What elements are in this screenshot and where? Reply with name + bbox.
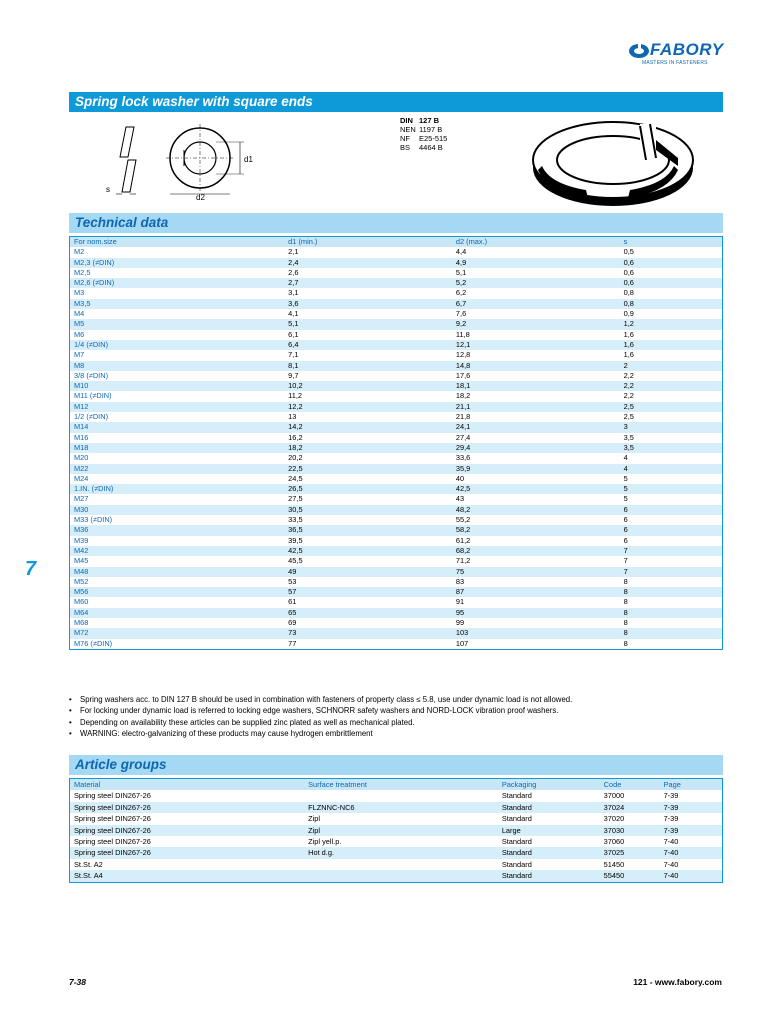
table-cell: 3,1 — [288, 288, 299, 298]
table-cell: 8 — [623, 617, 628, 627]
column-header: s — [620, 237, 723, 248]
table-cell: 7-40 — [660, 847, 723, 858]
brand-tagline: MASTERS IN FASTENERS — [642, 60, 708, 66]
table-cell: 4 — [620, 464, 723, 474]
table-cell: 2 — [620, 361, 723, 371]
table-cell: 4,1 — [288, 309, 299, 319]
table-cell: 33,5 — [288, 515, 303, 525]
table-row — [70, 525, 723, 535]
table-cell: M72 — [70, 628, 285, 638]
washer-drawing — [100, 122, 270, 202]
table-cell: 2,7 — [284, 278, 452, 288]
table-cell: 0,6 — [620, 258, 723, 268]
table-cell: 7-40 — [663, 837, 679, 847]
table-row — [70, 288, 723, 298]
table-cell: M3,5 — [70, 299, 285, 309]
table-cell: 5,1 — [284, 319, 452, 329]
table-row — [70, 505, 723, 515]
table-cell: 24,1 — [452, 422, 620, 432]
table-cell: 3 — [620, 422, 723, 432]
table-row — [70, 309, 723, 319]
table-cell: 37025 — [600, 847, 660, 858]
table-cell: 55,2 — [455, 515, 471, 525]
table-cell: 6 — [623, 535, 628, 545]
table-cell: 42,5 — [452, 484, 620, 494]
table-cell: 68,2 — [452, 546, 620, 556]
table-cell: 58,2 — [452, 525, 620, 535]
column-header: Surface treatment — [304, 779, 498, 791]
fabory-logo — [628, 40, 728, 70]
table-cell: 12,1 — [452, 340, 620, 350]
table-cell: 6,7 — [452, 299, 620, 309]
table-row — [70, 361, 723, 371]
table-row — [70, 350, 723, 360]
table-cell: 1/4 (≠DIN) — [70, 340, 285, 350]
table-cell: 7 — [623, 556, 628, 566]
table-row — [70, 870, 723, 882]
table-cell: 17,6 — [455, 370, 471, 380]
table-row — [70, 577, 723, 587]
table-cell: 61 — [288, 597, 297, 607]
table-cell: 0,8 — [620, 299, 723, 309]
table-cell — [304, 870, 498, 882]
table-cell: 8 — [623, 576, 628, 586]
table-cell: Standard — [501, 837, 532, 847]
table-cell: 7-39 — [660, 825, 723, 836]
table-cell: 2,1 — [288, 247, 299, 257]
table-cell: 40 — [455, 473, 465, 483]
table-cell: Standard — [501, 791, 532, 801]
table-cell: 6,4 — [284, 340, 452, 350]
table-row — [70, 597, 723, 607]
table-cell: 6,1 — [288, 329, 299, 339]
table-cell: 5 — [620, 484, 723, 494]
table-cell: 71,2 — [455, 556, 471, 566]
table-cell: M36 — [70, 525, 285, 535]
table-cell: 53 — [288, 576, 297, 586]
table-cell: 20,2 — [288, 453, 303, 463]
table-cell: 11,8 — [455, 329, 470, 339]
table-cell — [304, 859, 498, 870]
table-cell: 95 — [452, 608, 620, 618]
table-cell: 1,6 — [623, 350, 634, 360]
table-cell: M60 — [74, 597, 89, 607]
table-row — [70, 402, 723, 412]
table-cell: 1,2 — [620, 319, 723, 329]
table-cell: M2,3 (≠DIN) — [70, 258, 285, 268]
table-cell: 12,8 — [455, 350, 471, 360]
table-cell: 33,6 — [455, 453, 471, 463]
table-row — [70, 618, 723, 628]
table-cell: 16,2 — [288, 432, 303, 442]
table-cell: M45 — [74, 556, 89, 566]
table-cell: 55450 — [600, 870, 660, 882]
table-cell: 43 — [455, 494, 465, 504]
table-cell: 4,4 — [455, 247, 467, 257]
d2-dimension-label: d2 — [196, 193, 205, 202]
table-row — [70, 381, 723, 391]
table-cell: Standard — [498, 802, 600, 813]
table-row — [70, 391, 723, 401]
table-cell: 107 — [455, 638, 469, 648]
table-cell: M2,6 (≠DIN) — [70, 278, 285, 288]
table-cell: 1,6 — [620, 340, 723, 350]
note-item: • Depending on availability these articles can be supplied zinc plated as well as mechanical plated. — [69, 717, 415, 727]
table-cell: 37000 — [603, 791, 625, 801]
notes-list — [69, 694, 572, 740]
column-header: Code — [600, 779, 660, 791]
table-cell: 5,2 — [452, 278, 620, 288]
page-number: 7-38 — [69, 977, 87, 987]
column-header: d2 (max.) — [452, 237, 620, 248]
table-cell: 7 — [620, 546, 723, 556]
washer-3d-illustration — [528, 110, 698, 210]
table-cell: 49 — [284, 567, 452, 577]
table-cell: 6 — [620, 525, 723, 535]
table-cell: Zipl yell.p. — [308, 837, 342, 847]
table-cell: M20 — [74, 453, 89, 463]
table-cell: 2,5 — [623, 412, 634, 422]
table-cell: M64 — [70, 608, 285, 618]
table-cell: 3/8 (≠DIN) — [74, 370, 109, 380]
note-item: • WARNING: electro-galvanizing of these products may cause hydrogen embrittlement — [69, 729, 373, 739]
table-cell: M30 — [70, 505, 285, 515]
table-cell: 37024 — [600, 802, 660, 813]
table-cell: M52 — [74, 576, 89, 586]
table-cell: M16 — [74, 432, 89, 442]
table-cell: Spring steel DIN267-26 — [70, 847, 305, 858]
table-cell: 9,2 — [452, 319, 620, 329]
table-row — [70, 790, 723, 801]
table-cell: 75 — [452, 567, 620, 577]
standard-row: BS 4464 B — [400, 143, 443, 152]
table-cell: 65 — [284, 608, 452, 618]
table-row — [70, 412, 723, 422]
table-cell: 48,2 — [452, 505, 620, 515]
table-cell: 7-39 — [663, 814, 679, 824]
column-header: For nom.size — [70, 237, 285, 248]
table-cell: 30,5 — [284, 505, 452, 515]
table-cell: 27,5 — [288, 494, 303, 504]
table-cell: 26,5 — [284, 484, 452, 494]
table-cell: 0,8 — [623, 288, 634, 298]
table-cell: 2,4 — [284, 258, 452, 268]
standard-row: NF E25-515 — [400, 134, 448, 143]
table-cell: M11 (≠DIN) — [74, 391, 112, 401]
table-cell: 36,5 — [284, 525, 452, 535]
technical-data-heading: Technical data — [69, 213, 723, 233]
fabory-logo-icon — [628, 42, 650, 60]
table-cell: Standard — [498, 870, 600, 882]
table-cell: 21,1 — [452, 402, 620, 412]
table-cell: 42,5 — [284, 546, 452, 556]
table-row — [70, 825, 723, 836]
table-cell: 61,2 — [455, 535, 471, 545]
table-cell: M14 — [70, 422, 285, 432]
table-cell: St.St. A4 — [70, 870, 305, 882]
column-header: d1 (min.) — [284, 237, 452, 248]
table-row — [70, 330, 723, 340]
table-row — [70, 813, 723, 824]
table-cell: 29,4 — [452, 443, 620, 453]
table-cell: Zipl — [308, 814, 321, 824]
table-cell: 1,6 — [623, 329, 634, 339]
s-dimension-label: s — [106, 185, 110, 194]
table-cell: M39 — [74, 535, 89, 545]
table-cell: 69 — [288, 617, 297, 627]
table-cell: M48 — [70, 567, 285, 577]
table-cell: 39,5 — [288, 535, 303, 545]
table-cell: 14,2 — [284, 422, 452, 432]
table-cell: 1.IN. (≠DIN) — [70, 484, 285, 494]
table-cell: 35,9 — [452, 464, 620, 474]
table-cell: 3,5 — [620, 443, 723, 453]
table-cell: FLZNNC-NC6 — [304, 802, 498, 813]
standard-row: NEN 1197 B — [400, 125, 443, 134]
brand-name: FABORY — [650, 40, 724, 59]
note-item: • Spring washers acc. to DIN 127 B should be used in combination with fasteners of property class ≤ 5.8, use under dynamic load is not allowed. — [69, 695, 573, 704]
table-cell: 7-39 — [660, 802, 723, 813]
table-row — [70, 494, 723, 504]
table-row — [70, 299, 723, 309]
column-header: Packaging — [498, 779, 600, 791]
table-row — [70, 247, 723, 257]
table-cell: 8 — [620, 628, 723, 638]
table-cell: 37030 — [600, 825, 660, 836]
table-header-row — [70, 779, 723, 791]
table-cell: M2 — [74, 247, 85, 257]
table-cell: 2,2 — [623, 391, 634, 401]
table-cell: 3,6 — [284, 299, 452, 309]
table-cell: 2,5 — [620, 402, 723, 412]
article-groups-table — [69, 778, 723, 883]
table-row — [70, 443, 723, 453]
d1-dimension-label: d1 — [244, 155, 253, 164]
table-cell: 8 — [620, 587, 723, 597]
table-cell: 10,2 — [284, 381, 452, 391]
table-row — [70, 587, 723, 597]
table-cell: 7,6 — [455, 309, 467, 319]
table-cell: 3,5 — [623, 432, 634, 442]
table-cell: 1/2 (≠DIN) — [74, 412, 109, 422]
table-cell: Standard — [498, 847, 600, 858]
table-cell: M4 — [74, 309, 85, 319]
table-row — [70, 802, 723, 813]
table-row — [70, 484, 723, 494]
table-row — [70, 278, 723, 288]
table-cell: 0,6 — [623, 267, 634, 277]
table-row — [70, 474, 723, 484]
table-cell: 8 — [620, 608, 723, 618]
table-cell: Spring steel DIN267-26 — [74, 791, 151, 801]
table-cell: M10 — [70, 381, 285, 391]
table-cell: 22,5 — [284, 464, 452, 474]
table-cell: 6 — [623, 515, 628, 525]
table-cell: 8 — [623, 638, 628, 648]
table-cell: 0,9 — [623, 309, 634, 319]
table-row — [70, 536, 723, 546]
table-cell: M2,5 — [74, 267, 91, 277]
table-cell: 6,2 — [455, 288, 467, 298]
footer-website: 121 - www.fabory.com — [633, 977, 722, 987]
table-row — [70, 847, 723, 858]
table-cell: Standard — [501, 814, 532, 824]
table-cell: 0,5 — [623, 247, 634, 257]
table-cell: 45,5 — [288, 556, 303, 566]
table-cell: 21,8 — [455, 412, 471, 422]
table-cell: 24,5 — [288, 473, 303, 483]
page-title: Spring lock washer with square ends — [69, 92, 723, 112]
table-cell: 37060 — [603, 837, 625, 847]
table-row — [70, 422, 723, 432]
standards-list — [400, 116, 447, 152]
table-row — [70, 258, 723, 268]
table-cell: M18 — [70, 443, 285, 453]
table-cell: 37020 — [603, 814, 625, 824]
table-row — [70, 433, 723, 443]
table-cell: M56 — [70, 587, 285, 597]
table-row — [70, 464, 723, 474]
table-cell: St.St. A2 — [74, 859, 103, 869]
table-cell: M3 — [74, 288, 85, 298]
table-cell: M24 — [74, 473, 89, 483]
table-row — [70, 340, 723, 350]
table-cell: 6 — [620, 505, 723, 515]
table-cell: Spring steel DIN267-26 — [74, 837, 151, 847]
table-cell: 7-39 — [663, 791, 679, 801]
note-item: • For locking under dynamic load is referred to locking edge washers, SCHNORR safety washers and NORD-LOCK vibration proof washers. — [69, 706, 559, 716]
table-cell: Spring steel DIN267-26 — [70, 802, 305, 813]
table-cell: 5,1 — [455, 267, 467, 277]
table-cell: M42 — [70, 546, 285, 556]
table-cell: 4 — [623, 453, 628, 463]
table-cell: 99 — [455, 617, 465, 627]
table-cell: 7 — [620, 567, 723, 577]
table-header-row — [70, 237, 723, 248]
table-cell: 4,9 — [452, 258, 620, 268]
table-row — [70, 546, 723, 556]
table-cell: 7-40 — [660, 870, 723, 882]
table-row — [70, 608, 723, 618]
technical-data-table — [69, 236, 723, 650]
table-cell: 18,1 — [452, 381, 620, 391]
table-row — [70, 453, 723, 463]
table-cell: 9,7 — [288, 370, 299, 380]
table-row — [70, 567, 723, 577]
table-cell: M27 — [74, 494, 89, 504]
table-cell: 12,2 — [284, 402, 452, 412]
table-cell: M33 (≠DIN) — [74, 515, 113, 525]
table-cell: 14,8 — [452, 361, 620, 371]
table-cell: M7 — [74, 350, 85, 360]
table-row — [70, 515, 723, 525]
table-cell: M6 — [74, 329, 85, 339]
table-row — [70, 556, 723, 566]
article-groups-heading: Article groups — [69, 755, 723, 775]
standard-row: DIN 127 B — [400, 116, 440, 125]
table-cell — [304, 790, 498, 801]
table-cell: 18,2 — [455, 391, 471, 401]
table-cell: 87 — [452, 587, 620, 597]
table-cell: 57 — [284, 587, 452, 597]
table-cell: Large — [498, 825, 600, 836]
table-cell: M12 — [70, 402, 285, 412]
table-cell: 2,2 — [623, 370, 634, 380]
table-cell: Hot d.g. — [304, 847, 498, 858]
table-cell: 18,2 — [284, 443, 452, 453]
table-cell: Zipl — [304, 825, 498, 836]
table-cell: 77 — [288, 638, 297, 648]
table-cell: 73 — [284, 628, 452, 638]
table-row — [70, 836, 723, 847]
table-cell: 51450 — [603, 859, 625, 869]
table-cell: 8 — [623, 597, 628, 607]
column-header: Page — [660, 779, 723, 791]
table-row — [70, 628, 723, 638]
table-cell: M22 — [70, 464, 285, 474]
table-cell: 0,6 — [620, 278, 723, 288]
table-cell: 7,1 — [288, 350, 299, 360]
table-row — [70, 319, 723, 329]
table-row — [70, 371, 723, 381]
table-cell: M5 — [70, 319, 285, 329]
table-cell: 91 — [455, 597, 465, 607]
table-cell: 27,4 — [455, 432, 471, 442]
table-cell: Spring steel DIN267-26 — [74, 814, 151, 824]
table-cell: Standard — [501, 859, 532, 869]
table-row — [70, 859, 723, 870]
table-cell: 5 — [623, 473, 628, 483]
table-cell: 5 — [623, 494, 628, 504]
table-cell: 11,2 — [288, 391, 303, 401]
column-header: Material — [70, 779, 305, 791]
table-cell: M76 (≠DIN) — [74, 638, 113, 648]
table-row — [70, 268, 723, 278]
table-cell: 103 — [452, 628, 620, 638]
table-cell: 7-40 — [663, 859, 679, 869]
table-cell: 13 — [288, 412, 297, 422]
table-row — [70, 639, 723, 650]
table-cell: 2,2 — [620, 381, 723, 391]
table-cell: M68 — [74, 617, 89, 627]
table-cell: 83 — [455, 576, 465, 586]
table-cell: 8,1 — [284, 361, 452, 371]
table-cell: M8 — [70, 361, 285, 371]
table-cell: Spring steel DIN267-26 — [70, 825, 305, 836]
table-cell: 2,6 — [288, 267, 299, 277]
chapter-number: 7 — [25, 558, 37, 580]
